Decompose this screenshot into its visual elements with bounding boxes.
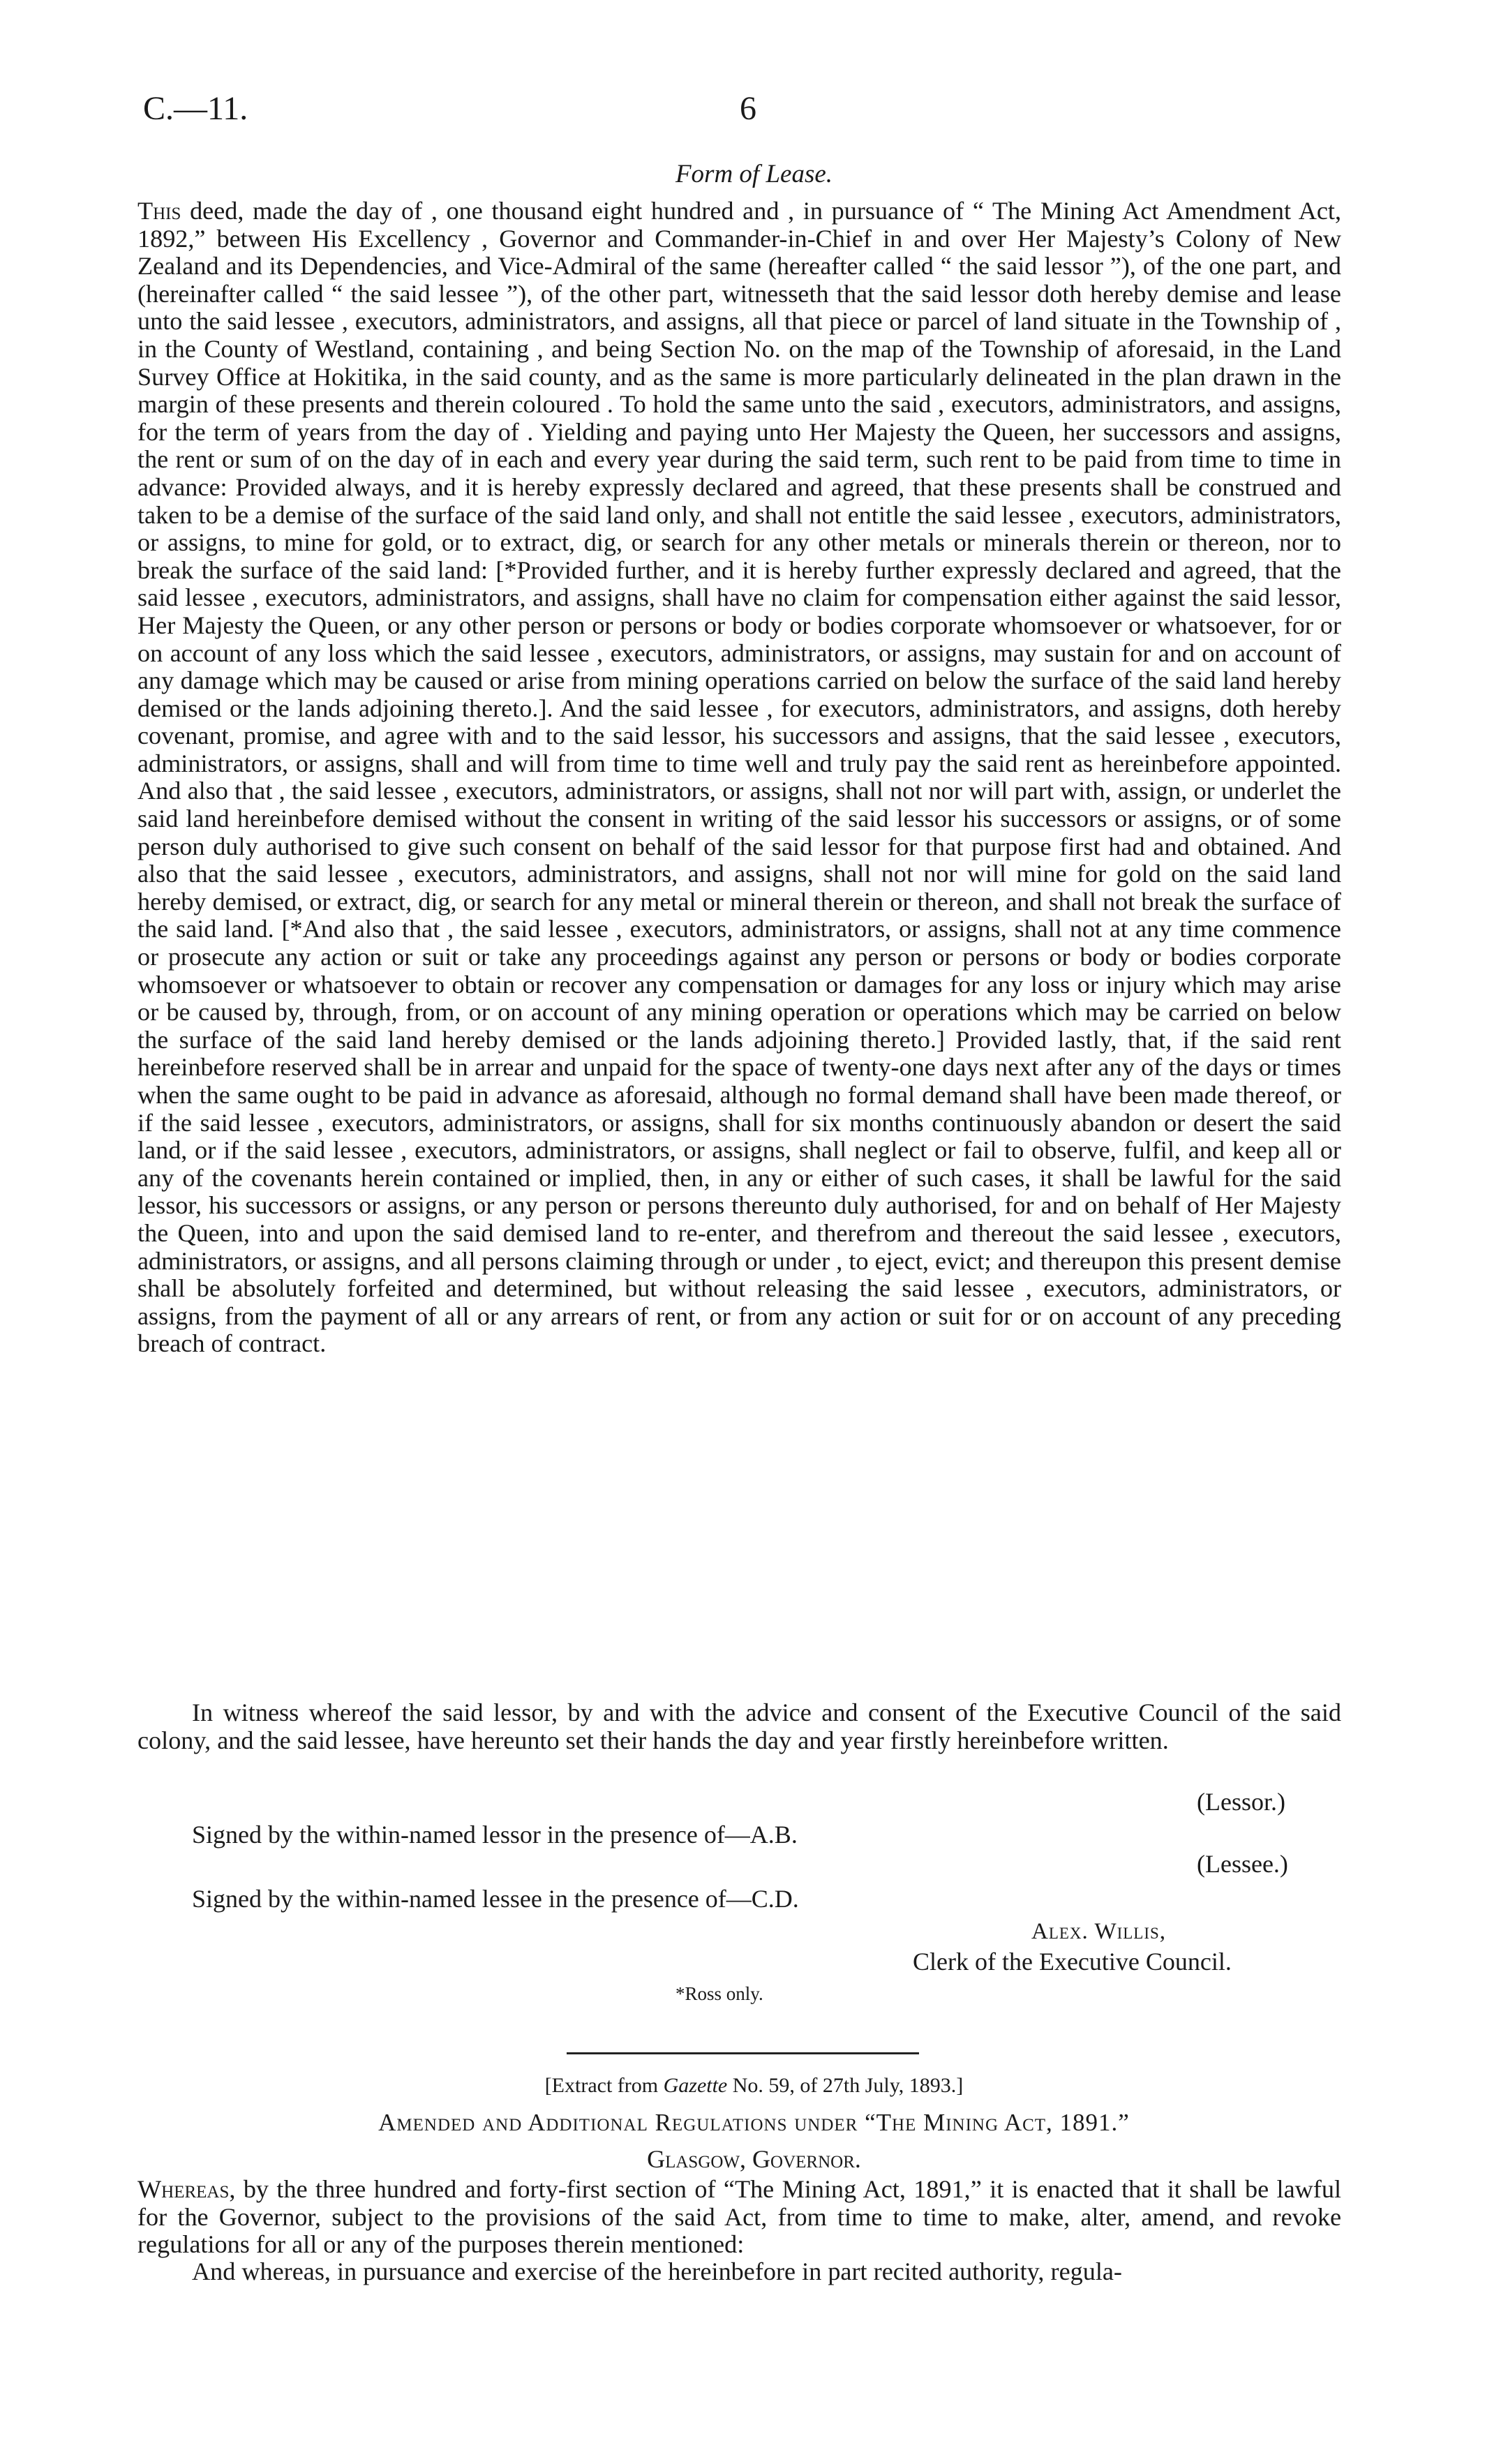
lessee-label: (Lessee.) [1197,1850,1288,1878]
and-whereas-paragraph: And whereas, in pursuance and exercise of the hereinbefore in part recited authority, regula- [192,2258,1122,2285]
whereas-text: , by the three hundred and forty-first section of “The Mining Act, 1891,” it is enacted that it shall be lawful for the Governor, subject to the provisions of the said Act, from time to time to make, alter, amend, and revoke regulations for all or any of the purposes therein mentioned: [137,2175,1341,2259]
governor-line [0,2144,1508,2174]
extract-gazette: Gazette [663,2074,728,2097]
governor-text: Glasgow, Governor. [647,2145,861,2173]
extract-prefix: [Extract from [544,2074,664,2097]
gazette-extract-line [0,2074,1508,2098]
extract-suffix: No. 59, of 27th July, 1893.] [727,2074,964,2097]
lessor-label: (Lessor.) [1197,1788,1285,1816]
section-divider [567,2052,919,2054]
clerk-title: Clerk of the Executive Council. [913,1948,1232,1976]
footnote: *Ross only. [675,1983,763,2004]
lease-deed-paragraph [137,197,1341,1358]
clerk-name: Alex. Willis, [1031,1919,1167,1944]
regulations-title: Amended and Additional Regulations under “The Mining Act, 1891.” [378,2109,1130,2136]
form-title: Form of Lease. [675,160,833,188]
whereas-opening-word: Whereas [137,2175,230,2203]
document-reference: C.—11. [143,90,248,127]
lessee-signed-line: Signed by the within-named lessee in the presence of—C.D. [192,1885,799,1913]
deed-opening-word: This [137,197,181,225]
whereas-paragraph [137,2176,1341,2259]
page-number: 6 [740,90,756,127]
lessor-signed-line: Signed by the within-named lessor in the presence of—A.B. [192,1821,798,1849]
deed-text: deed, made the day of , one thousand eight hundred and , in pursuance of “ The Mining Act Amendment Act, 1892,” between His Excellency , Governor and Commander-in-Chief in and over Her Majesty’s Colony of New Zealand and its Dependencies, and Vice-Admiral of the same (hereafter called “ the said lessor ”), of the one part, and (hereinafter called “ the said lessee ”), of the other part, witnesseth that the said lessor doth hereby demise and lease unto the said lessee , executors, administrators, and assigns, all that piece or parcel of land situate in the Township of , in the County of Westland, containing , and being Section No. on the map of the Township of aforesaid, in the Land Survey Office at Hokitika, in the said county, and as the same is more particularly delineated in the plan drawn in the margin of these presents and therein coloured . To hold the same unto the said , executors, administrators, and assigns, for the term of years from the day of . Yielding and paying unto Her Majesty the Queen, her successors and assigns, the rent or sum of on the day of in each and every year during the said term, such rent to be paid from time to time in advance: Provided always, and it is hereby expressly declared and agreed, that these presents shall be construed and taken to be a demise of the surface of the said land only, and shall not entitle the said lessee , executors, administrators, or assigns, to mine for gold, or to extract, dig, or search for any other metals or minerals therein or thereon, nor to break the surface of the said land: [*Provided further, and it is hereby further expressly declared and agreed, that the said lessee , executors, administrators, and assigns, shall have no claim for compensation either against the said lessor, Her Majesty the Queen, or any other person or persons or body or bodies corporate whomsoever or whatsoever, for or on account of any loss which the said lessee , executors, administrators, or assigns, may sustain for and on account of any damage which may be caused or arise from mining operations carried on below the surface of the said land hereby demised or the lands adjoining thereto.]. And the said lessee , for executors, administrators, and assigns, doth hereby covenant, promise, and agree with and to the said lessor, his successors and assigns, that the said lessee , executors, administrators, or assigns, shall and will from time to time well and truly pay the said rent as hereinbefore appointed. And also that , the said lessee , executors, administrators, or assigns, shall not nor will part with, assign, or underlet the said land hereinbefore demised without the consent in writing of the said lessor his successors or assigns, or of some person duly authorised to give such consent on behalf of the said lessor for that purpose first had and obtained. And also that the said lessee , executors, administrators, and assigns, shall not nor will mine for gold on the said land hereby demised, or extract, dig, or search for any metal or mineral therein or thereon, and shall not break the surface of the said land. [*And also that , the said lessee , executors, administrators, or assigns, shall not at any time commence or prosecute any action or suit or take any proceedings against any person or persons or body or bodies corporate whomsoever or whatsoever to obtain or recover any compensation or damages for any loss or injury which may arise or be caused by, through, from, or on account of any mining operation or operations which may be carried on below the surface of the said land hereby demised or the lands adjoining thereto.] Provided lastly, that, if the said rent hereinbefore reserved shall be in arrear and unpaid for the space of twenty-one days next after any of the days or times when the same ought to be paid in advance as aforesaid, although no formal demand shall have been made thereof, or if the said lessee , executors, administrators, or assigns, shall for six months continuously abandon or desert the said land, or if the said lessee , executors, administrators, or assigns, shall neglect or fail to observe, fulfil, and keep all or any of the covenants herein contained or implied, then, in any or either of such cases, it shall be lawful for the said lessor, his successors or assigns, or any person or persons thereunto duly authorised, for and on behalf of Her Majesty the Queen, into and upon the said demised land to re-enter, and therefrom and thereout the said lessee , executors, administrators, or assigns, and all persons claiming through or under , to eject, evict; and thereupon this present demise shall be absolutely forfeited and determined, but without releasing the said lessee , executors, administrators, or assigns, from the payment of all or any arrears of rent, or from any action or suit for or on account of any preceding breach of contract. [137,197,1341,1358]
witness-clause: In witness whereof the said lessor, by and with the advice and consent of the Executive Council of the said colony, and the said lessee, have hereunto set their hands the day and year firstly hereinbefore written. [137,1698,1341,1754]
